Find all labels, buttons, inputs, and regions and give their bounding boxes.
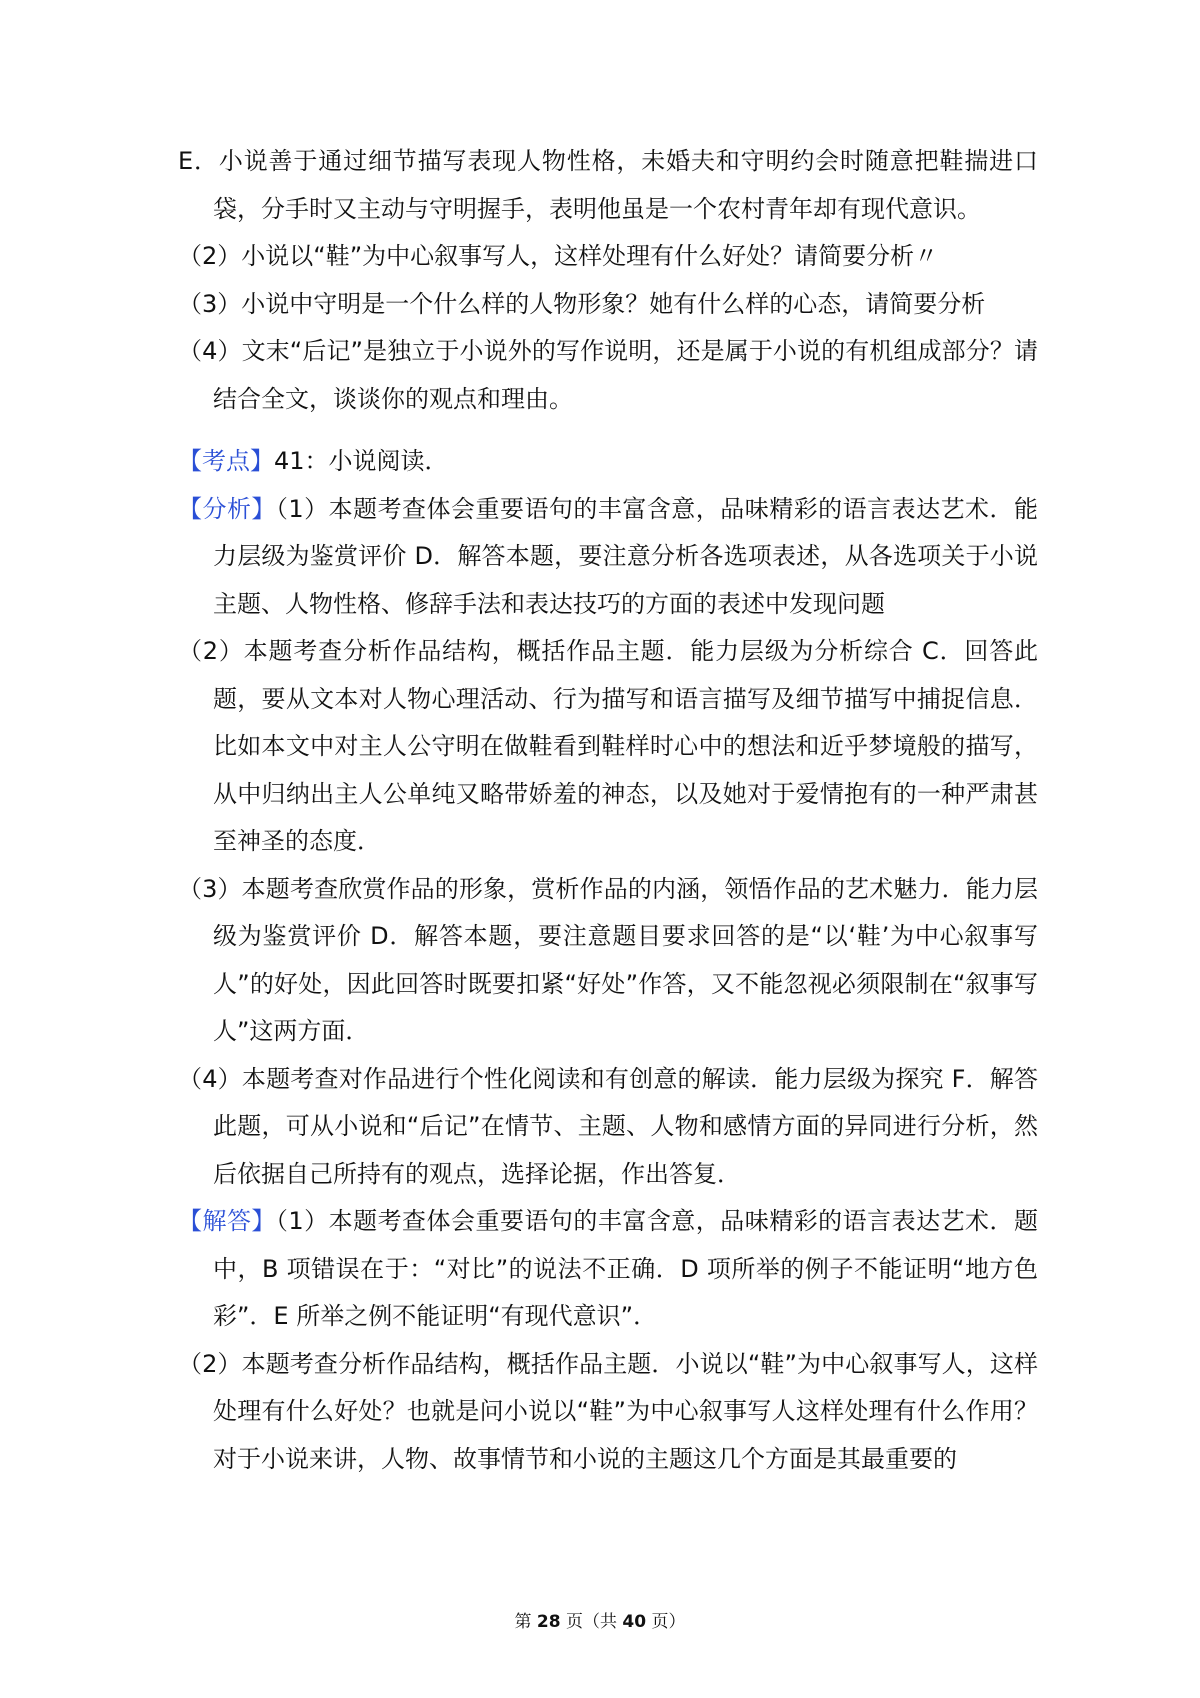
fenxi-paragraph-2: （2）本题考查分析作品结构，概括作品主题．能力层级为分析综合 C．回答此题，要从文本对人物心理活动、行为描写和语言描写及细节描写中捕捉信息．比如本文中对主人公守明在做鞋看到鞋样时心中的想法和近乎梦境般的描写，从中归纳出主人公单纯又略带娇羞的神态，以及她对于爱情抱有的一种严肃甚至神圣的态度． [178, 637, 1038, 855]
question-2: （2）小说以“鞋”为中心叙事写人，这样处理有什么好处？请简要分析〃 [178, 242, 939, 270]
fenxi-paragraph-4: （4）本题考查对作品进行个性化阅读和有创意的解读．能力层级为探究 F．解答此题，可从小说和“后记”在情节、主题、人物和感情方面的异同进行分析，然后依据自己所持有的观点，选择论据，作出答复． [178, 1064, 1038, 1188]
question-3: （3）小说中守明是一个什么样的人物形象？她有什么样的心态，请简要分析 [178, 289, 986, 318]
kaodian-text: 41：小说阅读． [274, 447, 449, 475]
footer-suffix: 页） [651, 1612, 686, 1632]
kaodian-line [178, 438, 1038, 486]
footer-middle: 页（共 [566, 1612, 617, 1632]
kaodian-tag: 【考点】 [178, 447, 274, 475]
jieda-p1-text: （1）本题考查体会重要语句的丰富含意，品味精彩的语言表达艺术．题中，B 项错误在于：“对比”的说法不正确．D 项所举的例子不能证明“地方色彩”．E 所举之例不能证明“有现代意识”． [213, 1207, 1038, 1330]
footer-total-pages: 40 [622, 1612, 647, 1632]
fenxi-tag: 【分析】 [178, 494, 276, 523]
jieda-paragraph-2: （2）本题考查分析作品结构，概括作品主题．小说以“鞋”为中心叙事写人，这样处理有什么好处？也就是问小说以“鞋”为中心叙事写人这样处理有什么作用？对于小说来讲，人物、故事情节和小说的主题这几个方面是其最重要的 [178, 1349, 1038, 1473]
fenxi-paragraph-3: （3）本题考查欣赏作品的形象，赏析作品的内涵，领悟作品的艺术魅力．能力层级为鉴赏评价 D．解答本题，要注意题目要求回答的是“以‘鞋’为中心叙事写人”的好处，因此回答时既要扣紧“好处”作答，又不能忽视必须限制在“叙事写人”这两方面． [178, 874, 1038, 1045]
footer-prefix: 第 [514, 1612, 532, 1632]
jieda-paragraph-1 [178, 1198, 1038, 1341]
fenxi-paragraph-1 [178, 486, 1038, 629]
footer-page-number: 28 [536, 1612, 561, 1632]
page-footer [0, 1610, 1200, 1634]
question-4: （4）文末“后记”是独立于小说外的写作说明，还是属于小说的有机组成部分？请结合全文，谈谈你的观点和理由。 [178, 337, 1038, 413]
jieda-tag: 【解答】 [178, 1207, 276, 1235]
answer-section [178, 438, 1038, 1483]
question-tail [178, 138, 1038, 423]
option-e: E．小说善于通过细节描写表现人物性格，未婚夫和守明约会时随意把鞋揣进口袋，分手时又主动与守明握手，表明他虽是一个农村青年却有现代意识。 [178, 147, 1038, 223]
fenxi-p1-text: （1）本题考查体会重要语句的丰富含意，品味精彩的语言表达艺术．能力层级为鉴赏评价 D．解答本题，要注意分析各选项表述，从各选项关于小说主题、人物性格、修辞手法和表达技巧的方面的表述中发现问题 [213, 494, 1038, 618]
